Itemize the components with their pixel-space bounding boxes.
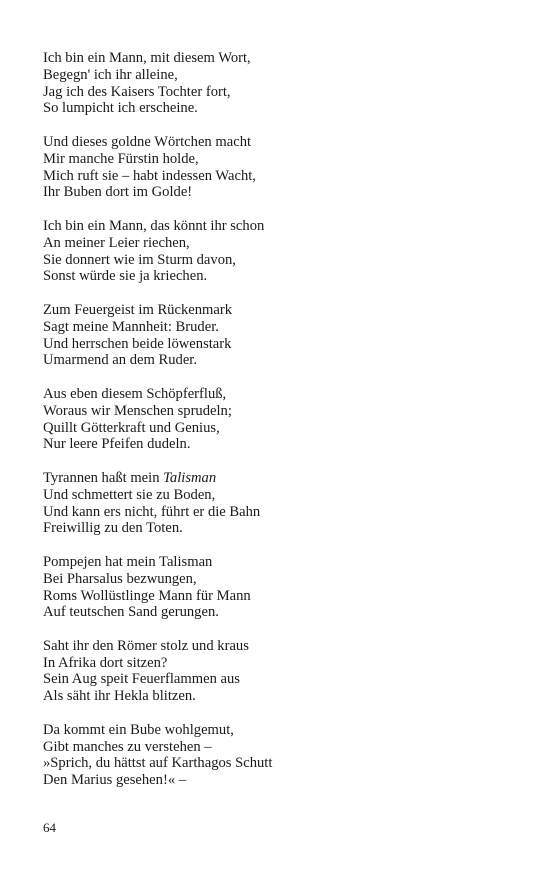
verse-line: Gibt manches zu verstehen –: [43, 738, 212, 755]
verse-line: Ihr Buben dort im Golde!: [43, 184, 193, 201]
verse-line: Mich ruft sie – habt indessen Wacht,: [43, 167, 256, 184]
stanza-9: [43, 722, 523, 789]
verse-line: Zum Feuergeist im Rückenmark: [43, 301, 233, 318]
verse-line: Auf teutschen Sand gerungen.: [43, 604, 219, 621]
verse-line: Saht ihr den Römer stolz und kraus: [43, 637, 249, 654]
stanza-2: [43, 134, 523, 201]
verse-line: Nur leere Pfeifen dudeln.: [43, 436, 191, 453]
stanza-3: [43, 218, 523, 285]
verse-line: Mir manche Fürstin holde,: [43, 150, 199, 167]
stanza-4: [43, 302, 523, 369]
page-number: 64: [43, 820, 56, 835]
verse-line-with-emphasis: [43, 470, 523, 487]
verse-line: Da kommt ein Bube wohlgemut,: [43, 721, 234, 738]
verse-line: So lumpicht ich erscheine.: [43, 100, 198, 117]
verse-line: Freiwillig zu den Toten.: [43, 520, 183, 537]
verse-line: Und herrschen beide löwenstark: [43, 335, 232, 352]
verse-line: Quillt Götterkraft und Genius,: [43, 419, 220, 436]
verse-line: Sie donnert wie im Sturm davon,: [43, 251, 236, 268]
stanza-8: [43, 638, 523, 705]
verse-line: Roms Wollüstlinge Mann für Mann: [43, 587, 251, 604]
verse-line: In Afrika dort sitzen?: [43, 654, 168, 671]
verse-line: »Sprich, du hättst auf Karthagos Schutt: [43, 755, 273, 772]
verse-line: Als säht ihr Hekla blitzen.: [43, 688, 196, 705]
verse-line: Woraus wir Menschen sprudeln;: [43, 402, 232, 419]
verse-line: Aus eben diesem Schöpferfluß,: [43, 385, 227, 402]
poem-body: [43, 50, 523, 806]
stanza-6: [43, 470, 523, 537]
verse-line: Sonst würde sie ja kriechen.: [43, 268, 208, 285]
verse-line: Sagt meine Mannheit: Bruder.: [43, 318, 219, 335]
verse-line: Umarmend an dem Ruder.: [43, 352, 198, 369]
verse-line: Ich bin ein Mann, das könnt ihr schon: [43, 217, 265, 234]
verse-line: Den Marius gesehen!« –: [43, 772, 187, 789]
italic-emphasis: Talisman: [163, 469, 217, 486]
verse-line: Bei Pharsalus bezwungen,: [43, 570, 197, 587]
verse-line: Ich bin ein Mann, mit diesem Wort,: [43, 50, 251, 66]
verse-line: Sein Aug speit Feuerflammen aus: [43, 671, 240, 688]
stanza-1: [43, 50, 523, 117]
stanza-5: [43, 386, 523, 453]
verse-line: Jag ich des Kaisers Tochter fort,: [43, 83, 231, 100]
verse-line: An meiner Leier riechen,: [43, 234, 190, 251]
verse-line: Pompejen hat mein Talisman: [43, 553, 213, 570]
verse-line: Und dieses goldne Wörtchen macht: [43, 133, 252, 150]
verse-line: Und kann ers nicht, führt er die Bahn: [43, 503, 261, 520]
stanza-7: [43, 554, 523, 621]
verse-line: Begegn' ich ihr alleine,: [43, 66, 178, 83]
verse-line: Und schmettert sie zu Boden,: [43, 486, 216, 503]
verse-line-text: Tyrannen haßt mein: [43, 469, 164, 486]
